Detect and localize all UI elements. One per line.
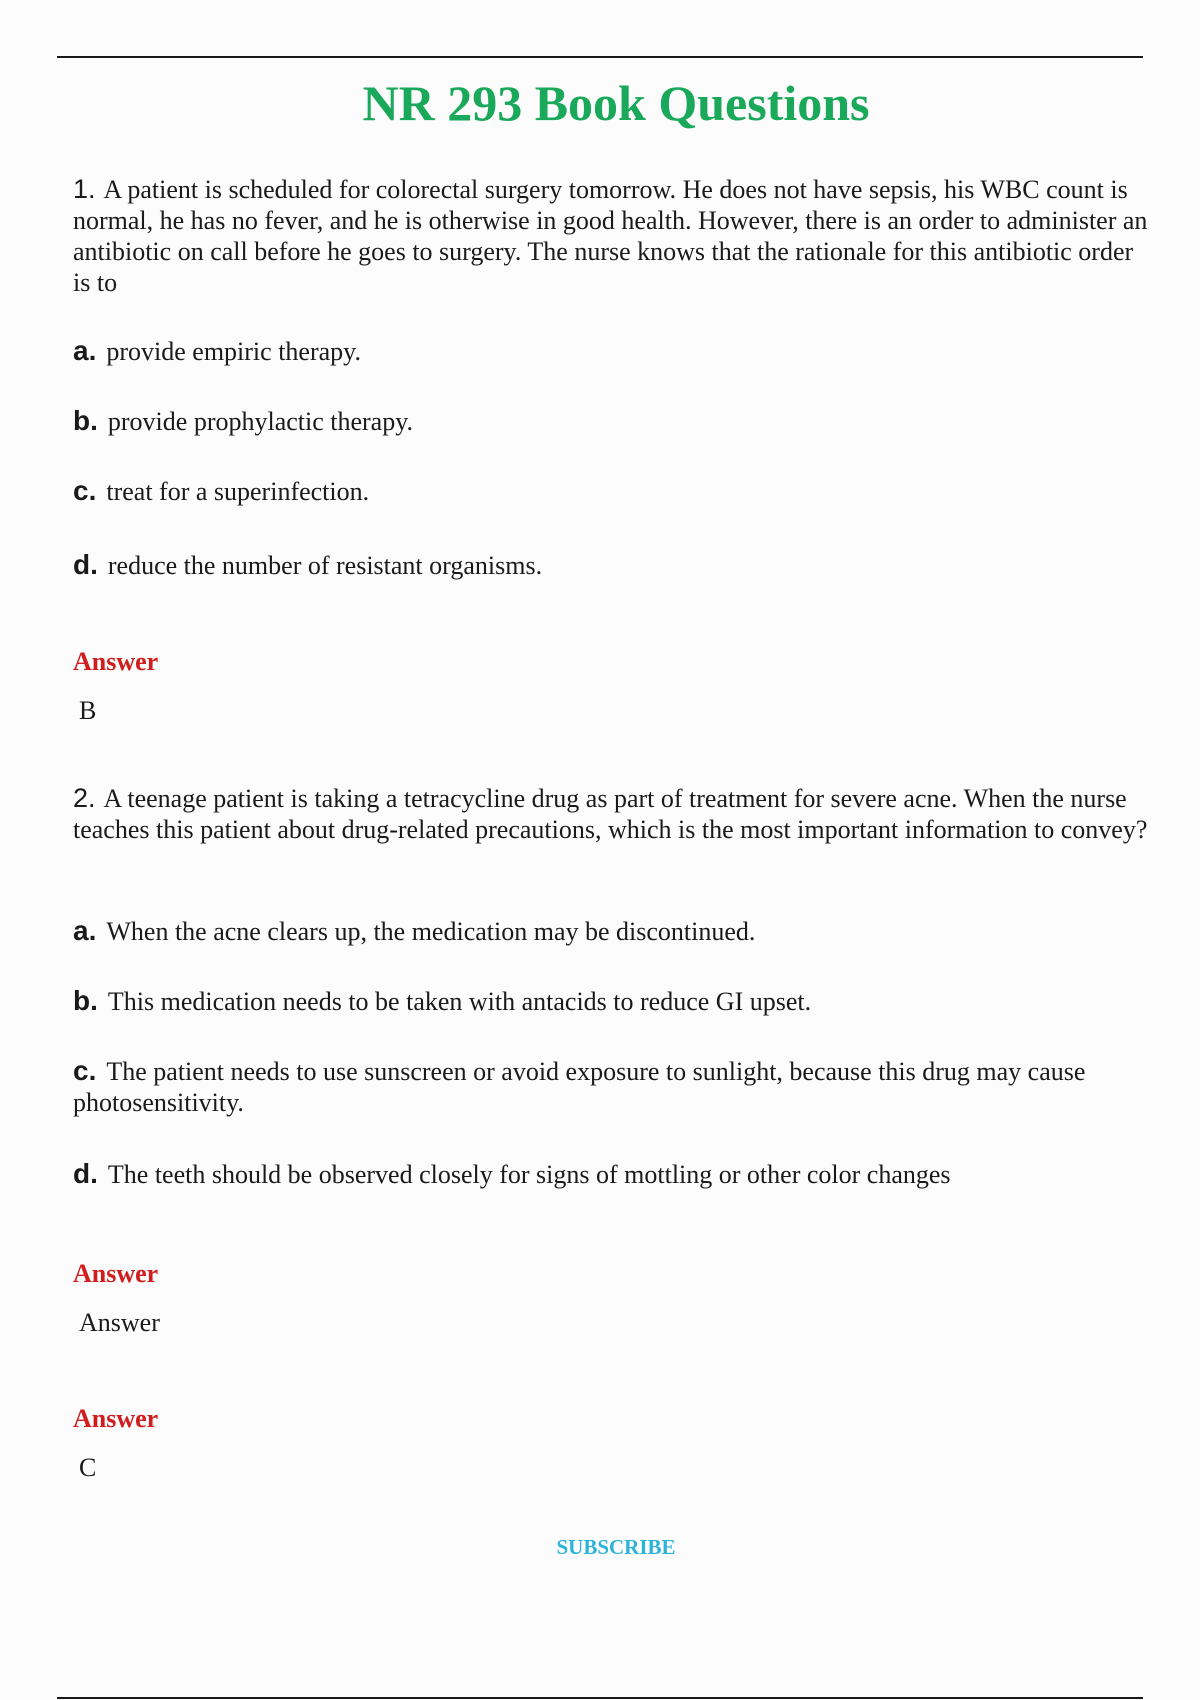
question-1-option-c (73, 475, 1148, 507)
option-letter: c. (73, 475, 97, 506)
question-number: 2. (73, 783, 96, 813)
option-letter: a. (73, 335, 97, 366)
option-letter: b. (73, 405, 98, 436)
question-2-option-b (73, 985, 1148, 1017)
answer-value: C (79, 1453, 97, 1482)
question-text: A teenage patient is taking a tetracycline drug as part of treatment for severe acne. When the nurse teaches this patient about drug-related precautions, which is the most important information to convey? (73, 784, 1148, 844)
option-text: The teeth should be observed closely for signs of mottling or other color changes (107, 1160, 951, 1189)
answer-label: Answer (73, 647, 159, 676)
option-text: This medication needs to be taken with antacids to reduce GI upset. (107, 987, 812, 1016)
question-1-option-a (73, 335, 1148, 367)
top-divider (57, 56, 1143, 58)
option-text: treat for a superinfection. (106, 477, 370, 506)
question-2-option-d (73, 1158, 1148, 1190)
option-text: The patient needs to use sunscreen or avoid exposure to sunlight, because this drug may cause photosensitivity. (73, 1057, 1086, 1117)
bottom-divider (57, 1697, 1143, 1699)
subscribe-link[interactable]: SUBSCRIBE (556, 1535, 676, 1559)
option-letter: c. (73, 1055, 97, 1086)
answer-label: Answer (73, 1259, 159, 1288)
answer-value: B (79, 696, 97, 725)
question-1-option-d (73, 549, 1148, 581)
answer-value: Answer (79, 1308, 160, 1337)
option-text: provide empiric therapy. (106, 337, 361, 366)
option-letter: b. (73, 985, 98, 1016)
question-2-option-a (73, 915, 1148, 947)
option-text: When the acne clears up, the medication may be discontinued. (106, 917, 756, 946)
page-title: NR 293 Book Questions (362, 75, 870, 131)
question-2 (73, 783, 1148, 845)
question-2-option-c (73, 1055, 1148, 1118)
question-text: A patient is scheduled for colorectal surgery tomorrow. He does not have sepsis, his WBC count is normal, he has no fever, and he is otherwise in good health. However, there is an order to administer an antibiotic on call before he goes to surgery. The nurse knows that the rationale for this antibiotic order is to (73, 175, 1148, 297)
option-letter: d. (73, 549, 98, 580)
option-letter: d. (73, 1158, 98, 1189)
option-text: reduce the number of resistant organisms. (107, 551, 543, 580)
answer-label: Answer (73, 1404, 159, 1433)
option-text: provide prophylactic therapy. (107, 407, 414, 436)
question-1 (73, 174, 1148, 298)
option-letter: a. (73, 915, 97, 946)
question-number: 1. (73, 174, 96, 204)
question-1-option-b (73, 405, 1148, 437)
